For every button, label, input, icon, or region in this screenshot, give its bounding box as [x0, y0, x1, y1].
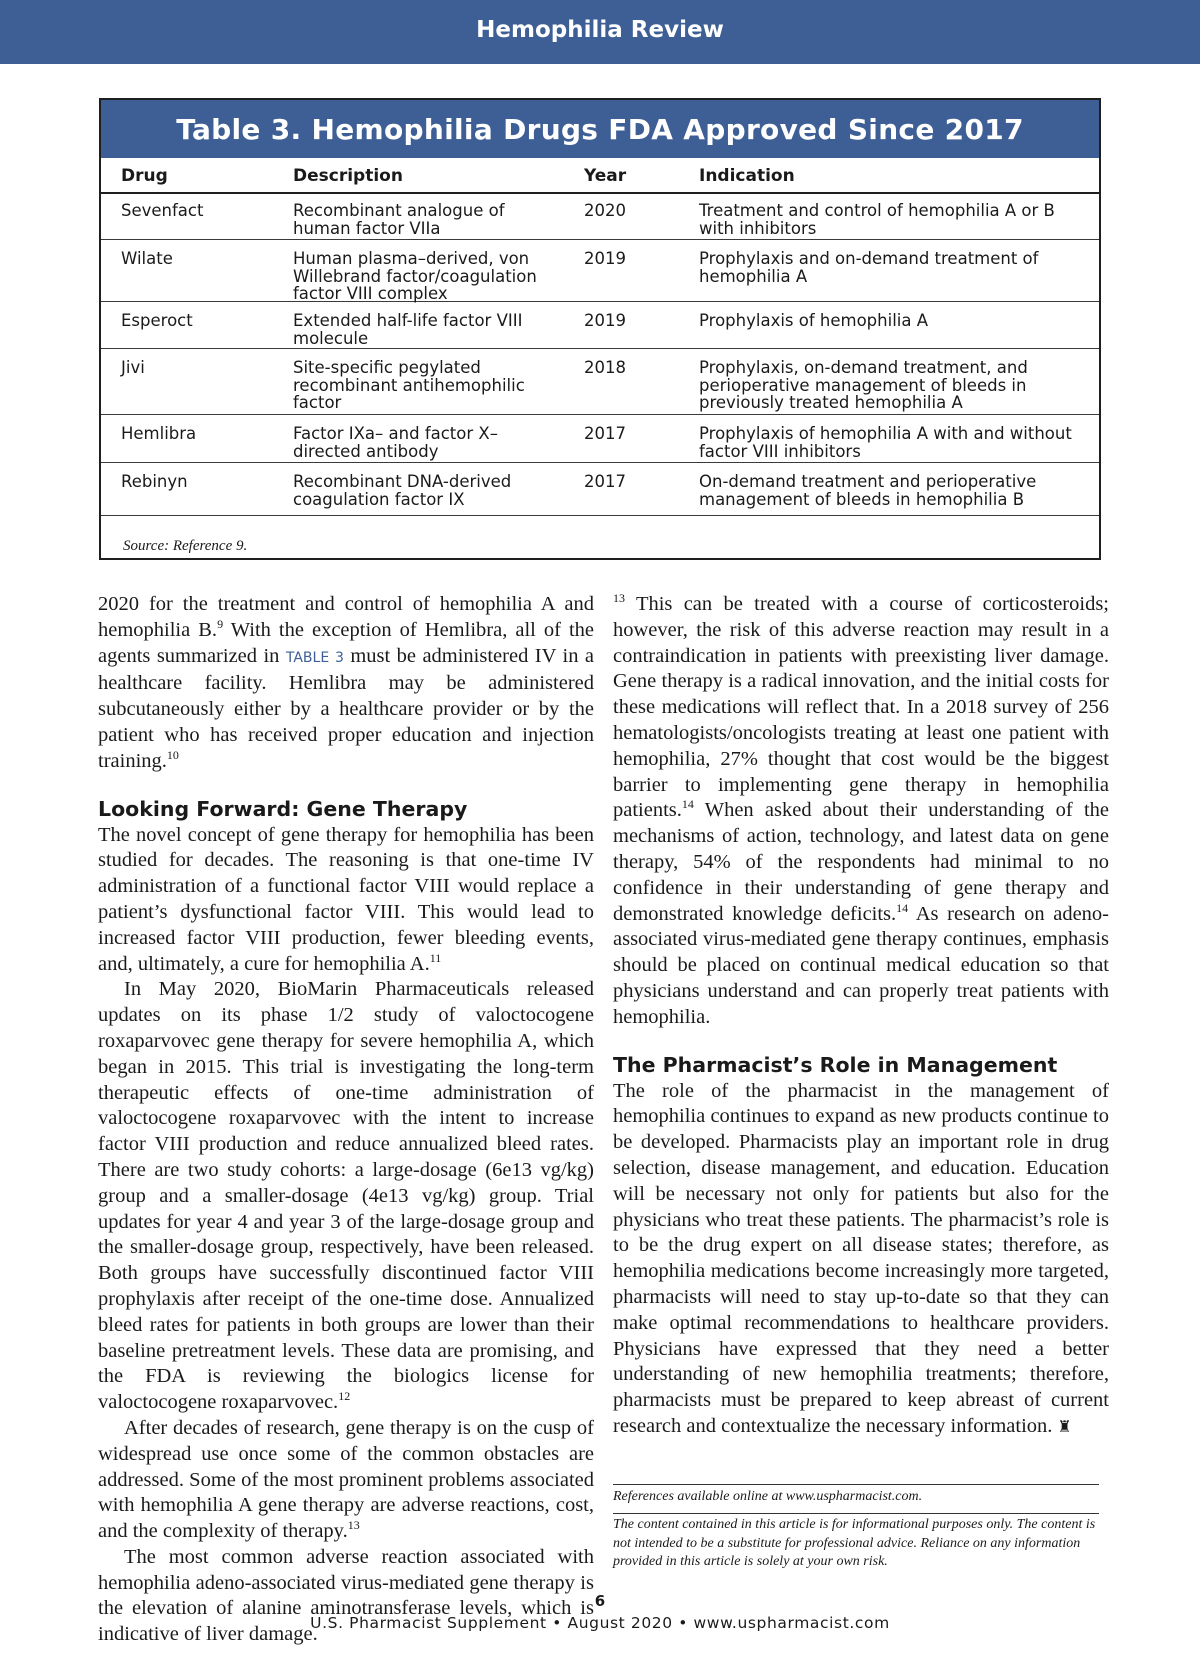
cell-year: 2018 — [584, 358, 626, 377]
table-row — [101, 193, 1099, 240]
paragraph: The novel concept of gene therapy for hemophilia has been studied for decades. The reasoning is that one-time IV administration of a functional factor VIII would replace a patient’s dysfunctional factor VIII. This would lead to increased factor VIII production, fewer bleeding events, and, ultimately, a cure for hemophilia A.$^{11}$ — [98, 823, 594, 975]
end-of-article-icon: ♜ — [1057, 1416, 1072, 1436]
cell-year: 2017 — [584, 472, 626, 491]
citation-superscript: 14 — [681, 797, 694, 812]
section-heading-gene-therapy: Looking Forward: Gene Therapy — [98, 796, 468, 821]
cell-indication: Prophylaxis and on-demand treatment of hemophilia A — [699, 249, 1039, 286]
paragraph: In May 2020, BioMarin Pharmaceuticals released updates on its phase 1/2 study of valoctocogene roxaparvovec gene therapy for severe hemophilia A, which began in 2015. This trial is investigating the long-term therapeutic effects of one-time administration of valoctocogene roxaparvovec with the intent to increase factor VIII production and reduce annualized bleed rates. There are two study cohorts: a large-dosage (6e13 vg/kg) group and a smaller-dosage (4e13 vg/kg) group. Trial updates for year 4 and year 3 of the large-dosage group and the smaller-dosage group, respectively, have been released. Both groups have successfully discontinued factor VIII prophylaxis after receipt of the one-time dose. Annualized bleed rates for patients in both groups are lower than their baseline pretreatment levels. These data are promising, and the FDA is reviewing the biologics license for valoctocogene roxaparvovec.$^{12}$ — [98, 978, 594, 1414]
cell-description: Recombinant analogue of human factor VIIa — [293, 201, 505, 238]
paragraph: 2020 for the treatment and control of hemophilia A and hemophilia B.$^9$ With the exception of Hemlibra, all of the agents summarized in TABLE 3 must be administered IV in a healthcare facility. Hemlibra may be administered subcutaneously either by a healthcare provider or by the patient who has received proper education and injection training.$^{10}$ — [98, 593, 595, 772]
divider — [613, 1513, 1099, 1514]
citation-superscript: 14 — [896, 900, 909, 915]
table-row — [101, 350, 1099, 415]
disclaimer: The content contained in this article is for informational purposes only. The content is not intended to be a substitute for professional advice. Reliance on any information provided in this article is solely at your own risk. — [613, 1517, 1096, 1569]
cell-drug: Jivi — [121, 358, 145, 377]
cell-drug: Esperoct — [121, 311, 193, 330]
cell-indication: Prophylaxis of hemophilia A — [699, 311, 929, 330]
cell-description: Human plasma–derived, von Willebrand factor/coagulation factor VIII complex — [293, 249, 537, 303]
article-column-right — [613, 592, 1109, 1440]
cell-drug: Sevenfact — [121, 201, 204, 220]
cell-year: 2017 — [584, 424, 626, 443]
paragraph-continued: $^{13}$ This can be treated with a course of corticosteroids; however, the risk of this adverse reaction may result in a contraindication in patients with preexisting liver damage. Gene therapy is a radical innovation, and the initial costs for these medications will reflect that. In a 2018 survey of 256 hematologists/oncologists treating at least one patient with hemophilia, 27% thought that cost would be the biggest barrier to implementing gene therapy in hemophilia patients.$^{14}$ When asked about their understanding of the mechanisms of action, technology, and latest data on gene therapy, 54% of the respondents had minimal to no confidence in their understanding of gene therapy and demonstrated knowledge deficits.$^{14}$ As research on adeno-associated virus-mediated gene therapy continues, emphasis should be placed on continual medical education so that physicians understand and can properly treat patients with hemophilia. — [613, 591, 1109, 1028]
cell-drug: Wilate — [121, 249, 173, 268]
table-row — [101, 464, 1099, 516]
cell-description: Factor IXa– and factor X–directed antibody — [293, 424, 498, 461]
page-number: 6 — [594, 1592, 606, 1610]
drug-table — [99, 98, 1101, 560]
column-header-description: Description — [293, 166, 403, 186]
paragraph: After decades of research, gene therapy is on the cusp of widespread use once some of the common obstacles are addressed. Some of the most prominent problems associated with hemophilia A gene therapy are adverse reactions, cost, and the complexity of therapy.$^{13}$ — [98, 1416, 594, 1543]
table-reference-link[interactable]: TABLE 3 — [285, 649, 344, 666]
section-heading-pharmacist-role: The Pharmacist’s Role in Management — [613, 1052, 1058, 1077]
citation-superscript: 9 — [217, 616, 224, 631]
paragraph: The role of the pharmacist in the management of hemophilia continues to expand as new products continue to be developed. Pharmacists play an important role in drug selection, disease management, and education. Education will be necessary not only for patients but also for the physicians who treat these patients. The pharmacist’s role is to be the drug expert on all disease states; therefore, as hemophilia medications become increasingly more targeted, pharmacists will need to stay up-to-date so that they can make optimal recommendations to healthcare providers. Physicians have expressed that they need a better understanding of new hemophilia treatments; therefore, pharmacists must be prepared to keep abreast of current research and contextualize the necessary information. ♜ — [613, 1079, 1109, 1437]
paragraph: The most common adverse reaction associated with hemophilia adeno-associated virus-mediated gene therapy is the elevation of alanine aminotransferase levels, which is indicative of liver damage. — [98, 1545, 594, 1646]
citation-superscript: 13 — [613, 591, 625, 605]
table-header-row — [101, 158, 1099, 194]
citation-superscript: 11 — [429, 950, 442, 965]
cell-description: Extended half-life factor VIII molecule — [293, 311, 523, 348]
references-note: References available online at www.uspharmacist.com. — [613, 1489, 923, 1504]
cell-indication: Prophylaxis, on-demand treatment, and perioperative management of bleeds in previously treated hemophilia A — [699, 358, 1028, 412]
footer-text: U.S. Pharmacist Supplement • August 2020 • www.uspharmacist.com — [310, 1614, 890, 1632]
cell-description: Site-specific pegylated recombinant antihemophilic factor — [293, 358, 525, 412]
cell-drug: Hemlibra — [121, 424, 197, 443]
cell-indication: On-demand treatment and perioperative management of bleeds in hemophilia B — [699, 472, 1037, 509]
table-row — [101, 241, 1099, 302]
cell-year: 2020 — [584, 201, 626, 220]
table-row — [101, 416, 1099, 463]
table-source: Source: Reference 9. — [123, 538, 248, 554]
column-header-drug: Drug — [121, 166, 168, 186]
cell-description: Recombinant DNA-derived coagulation factor IX — [293, 472, 512, 509]
header-banner — [0, 0, 1200, 64]
cell-indication: Prophylaxis of hemophilia A with and without factor VIII inhibitors — [699, 424, 1072, 461]
cell-drug: Rebinyn — [121, 472, 188, 491]
citation-superscript: 10 — [166, 747, 179, 762]
citation-superscript: 13 — [347, 1518, 360, 1533]
column-header-year: Year — [584, 166, 627, 186]
table-row — [101, 303, 1099, 349]
header-title: Hemophilia Review — [476, 17, 724, 43]
cell-year: 2019 — [584, 249, 626, 268]
divider — [613, 1484, 1099, 1485]
column-header-indication: Indication — [699, 166, 795, 186]
table-title: Table 3. Hemophilia Drugs FDA Approved Since 2017 — [101, 100, 1099, 158]
cell-indication: Treatment and control of hemophilia A or B with inhibitors — [699, 201, 1055, 238]
citation-superscript: 12 — [338, 1389, 351, 1404]
article-column-left — [98, 592, 594, 1648]
cell-year: 2019 — [584, 311, 626, 330]
